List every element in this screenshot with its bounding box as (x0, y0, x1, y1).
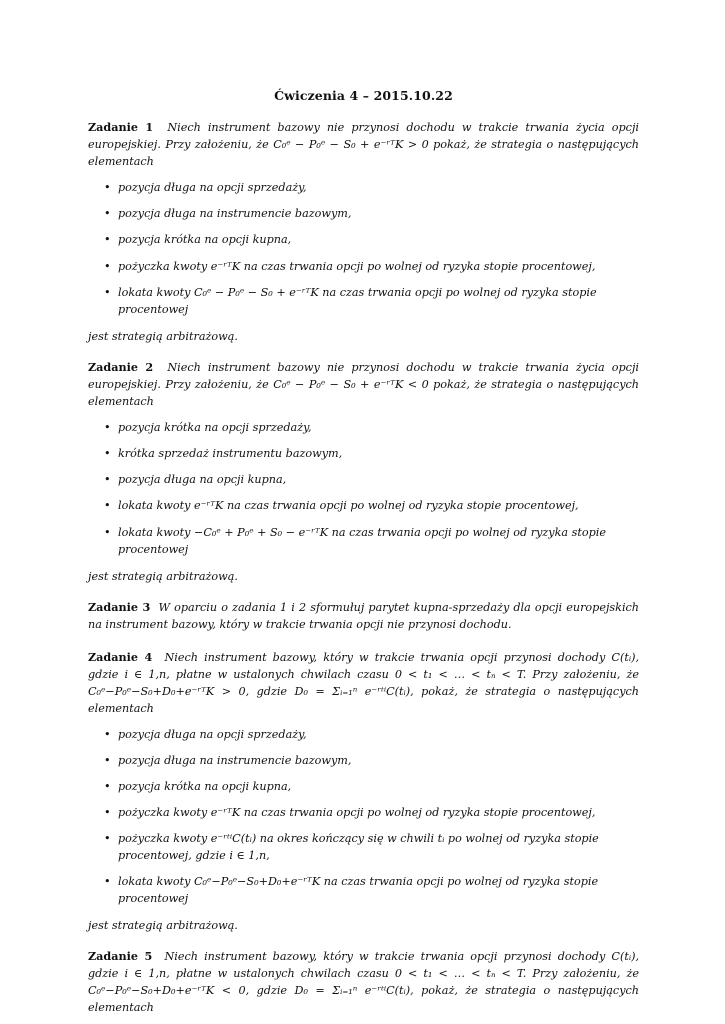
page-title: Ćwiczenia 4 – 2015.10.22 (274, 88, 453, 103)
list-item: • pożyczka kwoty e⁻ʳᵗⁱC(tᵢ) na okres kończący się w chwili tᵢ po wolnej od ryzyka stopie procentowej, gdzie i ∈ 1,n, (88, 830, 639, 864)
list-item: • krótka sprzedaż instrumentu bazowym, (88, 445, 639, 462)
list-item: • lokata kwoty e⁻ʳᵀK na czas trwania opcji po wolnej od ryzyka stopie procentowej, (88, 497, 639, 514)
task-conclusion: jest strategią arbitrażową. (88, 329, 238, 343)
list-item: • lokata kwoty C₀ᵉ−P₀ᵉ−S₀+D₀+e⁻ʳᵀK na czas trwania opcji po wolnej od ryzyka stopie procentowej (88, 873, 639, 907)
task-intro: Niech instrument bazowy nie przynosi dochodu w trakcie trwania życia opcji europejskiej. Przy założeniu, że C₀ᵉ − P₀ᵉ − S₀ + e⁻ʳᵀK < 0 pokaż, że strategia o następujących elementach (88, 360, 639, 408)
task-item-list (88, 726, 639, 908)
task-intro: Niech instrument bazowy, który w trakcie trwania opcji przynosi dochody C(tᵢ), gdzie i ∈ 1,n, płatne w ustalonych chwilach czasu 0 < t₁ < … < tₙ < T. Przy założeniu, że C₀ᵉ−P₀ᵉ−S₀+D₀+e⁻ʳᵀK < 0, gdzie D₀ = Σᵢ₌₁ⁿ e⁻ʳᵗⁱC(tᵢ), pokaż, że strategia o następujących elementach (88, 950, 639, 1015)
document-page (88, 88, 639, 1016)
task-item-list (88, 419, 639, 558)
list-item: • pozycja krótka na opcji kupna, (88, 231, 639, 248)
task-conclusion: jest strategią arbitrażową. (88, 569, 238, 583)
task-heading: Zadanie 3 (88, 599, 151, 614)
task-heading: Zadanie 5 (88, 949, 153, 964)
task-2 (88, 359, 639, 585)
task-1 (88, 119, 639, 345)
list-item: • pozycja krótka na opcji kupna, (88, 778, 639, 795)
list-item: • pozycja długa na opcji kupna, (88, 471, 639, 488)
task-intro: W oparciu o zadania 1 i 2 sformułuj parytet kupna-sprzedaży dla opcji europejskich na instrument bazowy, który w trakcie trwania opcji nie przynosi dochodu. (88, 600, 639, 631)
task-heading: Zadanie 1 (88, 120, 154, 134)
task-heading: Zadanie 4 (88, 649, 153, 664)
task-intro: Niech instrument bazowy nie przynosi dochodu w trakcie trwania życia opcji europejskiej. Przy założeniu, że C₀ᵉ − P₀ᵉ − S₀ + e⁻ʳᵀK > 0 pokaż, że strategia o następujących elementach (88, 121, 639, 168)
list-item: • pożyczka kwoty e⁻ʳᵀK na czas trwania opcji po wolnej od ryzyka stopie procentowej, (88, 258, 639, 275)
task-item-list (88, 179, 639, 318)
task-3 (88, 599, 639, 649)
list-item: • pożyczka kwoty e⁻ʳᵀK na czas trwania opcji po wolnej od ryzyka stopie procentowej, (88, 804, 639, 821)
task-5 (88, 948, 639, 1016)
list-item: • pozycja długa na instrumencie bazowym, (88, 752, 639, 769)
list-item: • pozycja krótka na opcji sprzedaży, (88, 419, 639, 436)
list-item: • lokata kwoty C₀ᵉ − P₀ᵉ − S₀ + e⁻ʳᵀK na czas trwania opcji po wolnej od ryzyka stopie procentowej (88, 284, 639, 318)
list-item: • pozycja długa na opcji sprzedaży, (88, 179, 639, 196)
list-item: • pozycja długa na opcji sprzedaży, (88, 726, 639, 743)
list-item: • lokata kwoty −C₀ᵉ + P₀ᵉ + S₀ − e⁻ʳᵀK na czas trwania opcji po wolnej od ryzyka stopie procentowej (88, 524, 639, 558)
task-intro: Niech instrument bazowy, który w trakcie trwania opcji przynosi dochody C(tᵢ), gdzie i ∈ 1,n, płatne w ustalonych chwilach czasu 0 < t₁ < … < tₙ < T. Przy założeniu, że C₀ᵉ−P₀ᵉ−S₀+D₀+e⁻ʳᵀK > 0, gdzie D₀ = Σᵢ₌₁ⁿ e⁻ʳᵗⁱC(tᵢ), pokaż, że strategia o następujących elementach (88, 650, 639, 715)
task-conclusion: jest strategią arbitrażową. (88, 919, 238, 933)
task-4 (88, 649, 639, 935)
list-item: • pozycja długa na instrumencie bazowym, (88, 205, 639, 222)
task-heading: Zadanie 2 (88, 359, 154, 374)
